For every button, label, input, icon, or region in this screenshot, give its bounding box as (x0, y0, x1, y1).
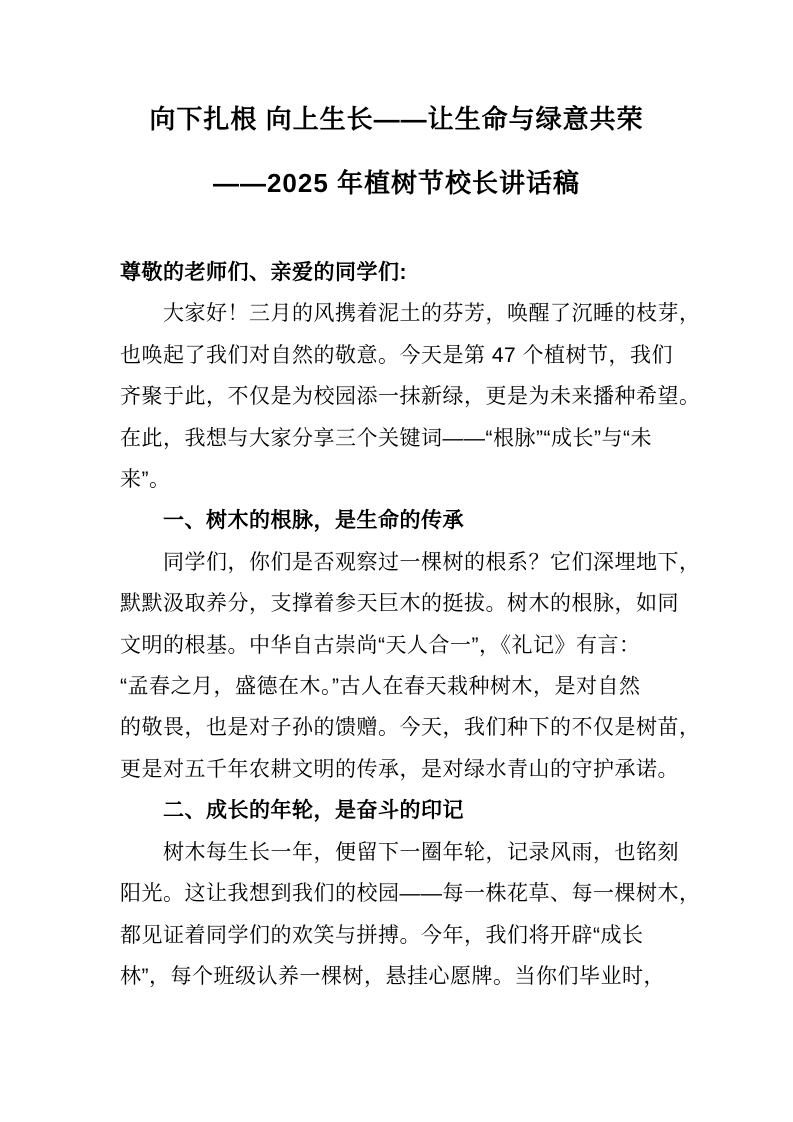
section-heading: 一、树木的根脉，是生命的传承 (163, 509, 464, 533)
text-line: 树木每生长一年，便留下一圈年轮，记录风雨，也铭刻 (163, 840, 679, 864)
text-line: 尊敬的老师们、亲爱的同学们: (120, 261, 407, 284)
text-line: 都见证着同学们的欢笑与拼搏。今年，我们将开辟“成长 (120, 923, 644, 947)
text-line: 的敬畏，也是对子孙的馈赠。今天，我们种下的不仅是树苗， (120, 716, 701, 740)
text-line: 来”。 (120, 468, 171, 492)
text-line: 文明的根基。中华自古崇尚“天人合一”，《礼记》有言： (120, 633, 641, 657)
text-line: “孟春之月，盛德在木。”古人在春天栽种树木，是对自然 (120, 675, 641, 699)
text-line: 更是对五千年农耕文明的传承，是对绿水青山的守护承诺。 (120, 757, 679, 781)
document-body (120, 252, 701, 997)
text-line: 默默汲取养分，支撑着参天巨木的挺拔。树木的根脉，如同 (120, 592, 679, 616)
text-line: 也唤起了我们对自然的敬意。今天是第 47 个植树节，我们 (120, 343, 674, 367)
section-heading: 二、成长的年轮，是奋斗的印记 (163, 799, 464, 823)
text-line: 林”，每个班级认养一棵树，悬挂心愿牌。当你们毕业时， (120, 964, 665, 988)
document-title-line-2: ——2025 年植树节校长讲话稿 (212, 168, 581, 198)
text-line: 同学们，你们是否观察过一棵树的根系？它们深埋地下， (163, 550, 701, 574)
text-line: 大家好！三月的风携着泥土的芬芳，唤醒了沉睡的枝芽， (163, 302, 701, 326)
text-line: 阳光。这让我想到我们的校园——每一株花草、每一棵树木， (120, 882, 701, 906)
text-line: 在此，我想与大家分享三个关键词——“根脉”“成长”与“未 (120, 426, 652, 450)
document-title-line-1: 向下扎根 向上生长——让生命与绿意共荣 (149, 104, 644, 134)
text-line: 齐聚于此，不仅是为校园添一抹新绿，更是为未来播种希望。 (120, 385, 701, 409)
